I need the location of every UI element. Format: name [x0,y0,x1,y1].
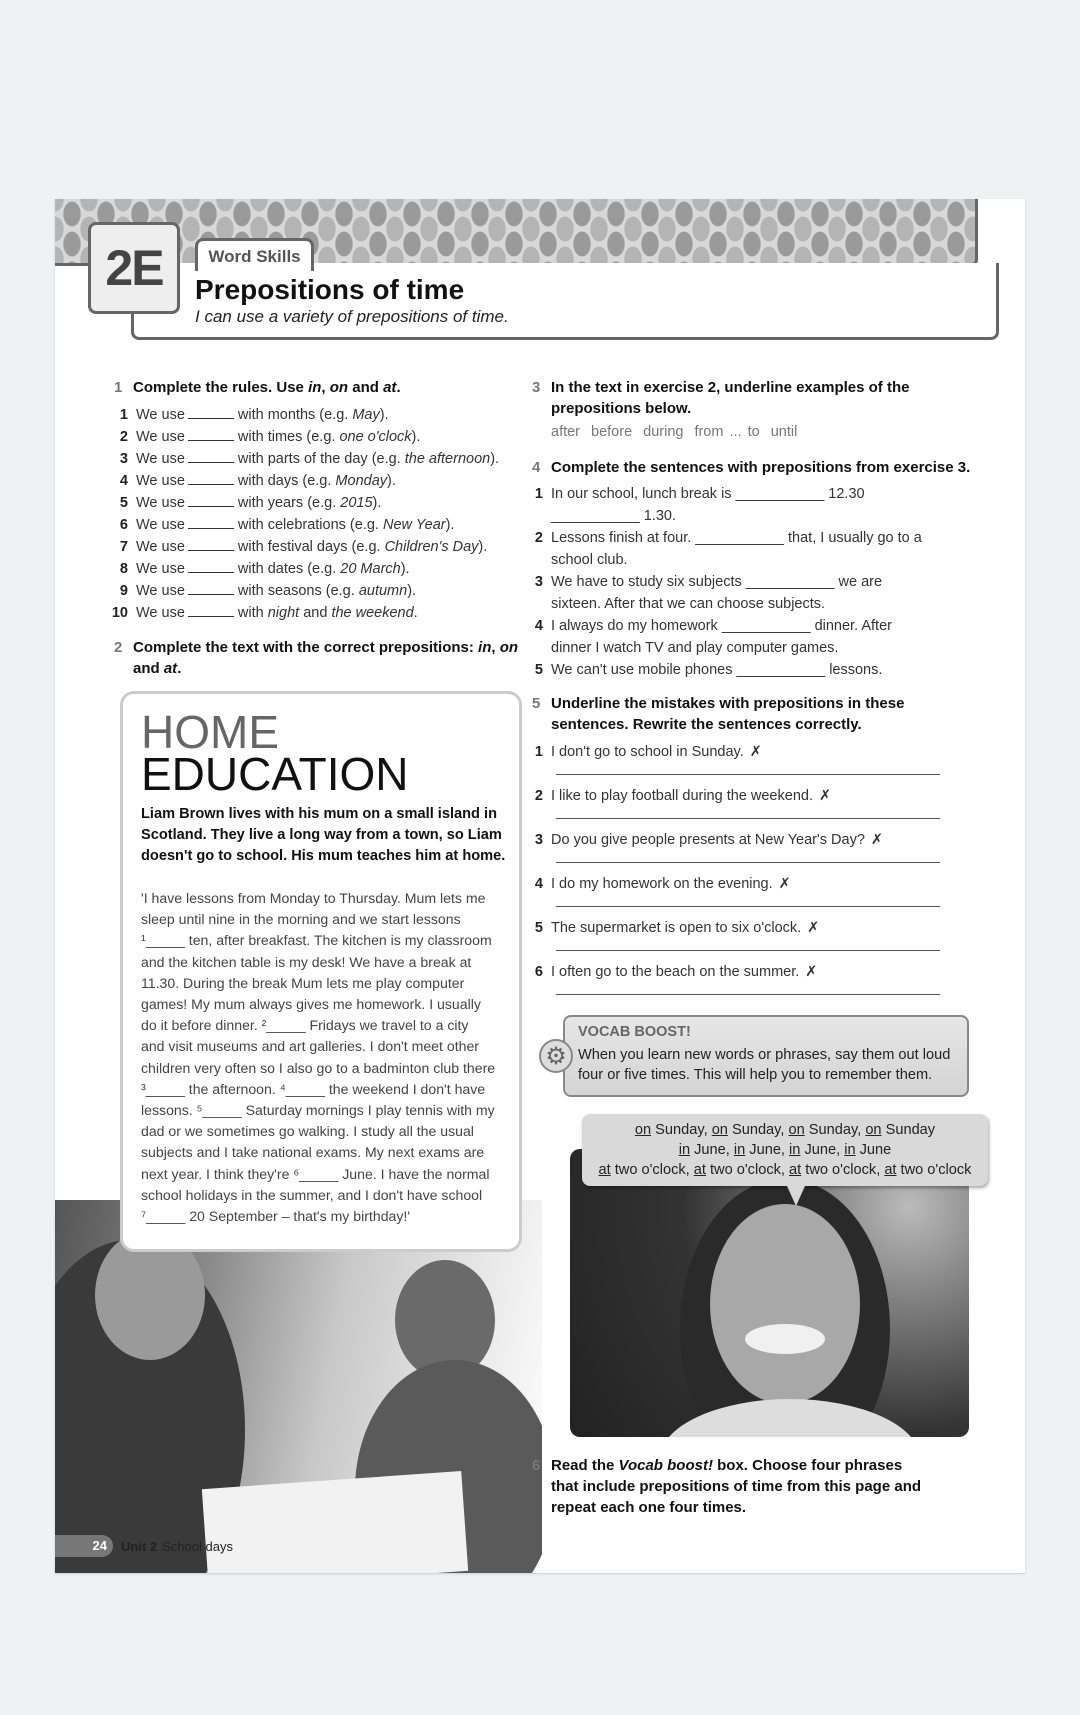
text-run: 20 March [340,561,401,577]
photo-smiling-girl [570,1149,972,1437]
item-number: 9 [119,583,128,599]
text-run: two o'clock [896,1162,972,1178]
story-line: and the kitchen table is my desk! We have a break at [141,953,472,970]
text-run: Read the [551,1457,619,1474]
text-run: Sunday, [651,1122,712,1138]
text-run: at [789,1162,802,1178]
exercise-number: 3 [532,379,541,396]
rule-text [238,429,420,445]
vocab-boost-title: VOCAB BOOST! [578,1024,691,1040]
exercise-2-heading [114,637,523,679]
text-run: on [499,639,519,656]
rule-text [238,407,389,423]
unit-label: Unit 2 [121,1538,158,1554]
rule-lead: We use [136,561,185,577]
item-number: 1 [534,744,543,760]
sentence-text: school club. [551,552,628,568]
text-run: with years (e.g. [237,495,341,511]
item-number: 8 [119,561,128,577]
exercise-1-list [106,404,499,624]
story-line: dad or we sometimes go walking. I study all the usual [141,1123,474,1140]
text-run: with dates (e.g. [237,561,341,577]
text-run: with times (e.g. [237,429,340,445]
item-number: 4 [534,618,543,634]
story-line: sleep until nine in the morning and we start lessons [141,911,461,928]
answer-line[interactable] [556,862,940,863]
text-run: ). [478,539,488,555]
preposition-word: from ... to [694,424,760,440]
text-run: June, [745,1142,790,1158]
text-run: in [478,639,492,656]
sentence-line [521,571,922,593]
exercise-number: 4 [532,459,541,476]
text-run: at [598,1162,611,1178]
cross-icon: ✗ [818,788,832,804]
text-run: with months (e.g. [237,407,353,423]
exercise-2-instruction [133,639,518,677]
photo-mother-and-son [55,1200,542,1573]
bubble-line [582,1120,988,1140]
preposition-word-list [551,424,808,440]
rule-item [106,470,499,492]
text-run: with seasons (e.g. [237,583,359,599]
text-run: , [491,639,500,656]
text-run: , [321,379,330,396]
text-run: Children's Day [384,539,479,555]
text-run: one o'clock [339,429,412,445]
text-run: at [693,1162,706,1178]
speech-bubble [582,1114,988,1186]
sentence-text: We can't use mobile phones ___________ lessons. [551,662,883,678]
sentence-text: Lessons finish at four. ___________ that, I usually go to a [551,530,922,546]
exercise-4-list [521,483,922,681]
text-run: on [634,1122,652,1138]
text-run: autumn [358,583,408,599]
text-run: and [299,605,332,621]
text-run: June, [690,1142,734,1158]
text-run: ). [407,583,417,599]
rule-lead: We use [136,473,185,489]
exercise-3-heading [532,377,931,419]
text-run: ). [490,451,500,467]
story-intro: Liam Brown lives with his mum on a small island in Scotland. They live a long way from a town, so Liam doesn't go to school. His mum teaches him at home. [141,806,506,864]
text-run: ). [387,473,396,489]
page-number: 24 [55,1535,113,1557]
page-subtitle: I can use a variety of prepositions of time. [195,307,509,326]
rule-lead: We use [136,407,185,423]
rule-item [106,448,499,470]
text-run: . [396,379,401,396]
sentence-text: I don't go to school in Sunday. [551,744,744,760]
rule-lead: We use [136,451,185,467]
sentence-text: Do you give people presents at New Year's Day? [551,832,865,848]
text-run: night [267,605,300,621]
mistake-item [521,917,819,939]
text-run: on [329,379,349,396]
exercise-6-heading [532,1455,931,1518]
vocab-text-line: four or five times. This will help you to remember them. [578,1067,933,1083]
rule-item [106,536,499,558]
sentence-line [521,505,922,527]
text-run: with celebrations (e.g. [237,517,383,533]
text-run: June [855,1142,892,1158]
sentence-line [521,483,922,505]
exercise-6-instruction [551,1457,921,1516]
story-line: lessons. ⁵_____ Saturday mornings I play tennis with my [141,1102,495,1119]
story-line: ¹_____ ten, after breakfast. The kitchen is my classroom [141,932,492,949]
text-run: with days (e.g. [237,473,336,489]
story-line: subjects and I take national exams. My next exams are [141,1144,485,1161]
text-run: Complete the text with the correct prepositions: [133,639,479,656]
story-line: children very often so I also go to a badminton club there [141,1059,496,1076]
text-run: on [788,1122,805,1138]
story-line: ³_____ the afternoon. ⁴_____ the weekend I don't have [141,1080,486,1097]
exercise-5-heading [532,693,941,735]
rule-text [238,451,499,467]
textbook-page [55,199,1025,1573]
unit-title: School days [162,1538,233,1554]
preposition-word: until [770,424,798,440]
item-number: 2 [534,530,543,546]
text-run: in [733,1142,746,1158]
text-run: Sunday, [727,1122,789,1138]
text-run: at [884,1162,897,1178]
text-run: on [865,1122,882,1138]
text-run: . [177,660,182,677]
rule-lead: We use [136,495,185,511]
mistake-item [521,785,831,807]
text-run: in [844,1142,856,1158]
text-run: . [413,605,418,621]
vocab-boost-text [578,1045,950,1085]
answer-blank [188,450,234,463]
text-run: ). [372,495,382,511]
item-number: 5 [119,495,128,511]
story-line: games! My mum always gives me homework. I usually [141,996,481,1013]
item-number: 4 [119,473,128,489]
sentence-line [521,527,922,549]
sentence-text: ___________ 1.30. [551,508,676,524]
text-run: box. Choose four phrases that include prepositions of time from this page and repeat each one four times. [551,1457,922,1516]
sentence-text: I do my homework on the evening. [551,876,773,892]
exercise-number: 1 [114,379,123,396]
text-run: at [163,660,178,677]
rule-lead: We use [136,583,185,599]
mistake-item [521,873,791,895]
item-number: 3 [119,451,128,467]
item-number: 3 [534,574,543,590]
sentence-text: In our school, lunch break is ___________ 12.30 [551,486,865,502]
rule-item [106,426,499,448]
text-run: ). [400,561,410,577]
exercise-1-instruction [133,379,401,396]
sentence-text: I always do my homework ___________ dinner. After [551,618,892,634]
exercise-number: 2 [114,639,123,656]
text-run: and [133,660,164,677]
answer-blank [188,494,234,507]
story-box [120,691,522,1252]
rule-lead: We use [136,539,185,555]
text-run: Sunday [881,1122,936,1138]
text-run: two o'clock, [801,1162,885,1178]
answer-blank [188,560,234,573]
text-run: May [352,407,380,423]
rule-text [238,539,487,555]
story-line: 11.30. During the break Mum lets me play computer [141,974,465,991]
answer-line[interactable] [556,994,940,995]
rule-text [238,583,416,599]
item-number: 2 [119,429,128,445]
rule-lead: We use [136,517,185,533]
rule-item [106,602,499,624]
text-run: in [308,379,322,396]
story-line: do it before dinner. ²_____ Fridays we travel to a city [141,1017,469,1034]
text-run: New Year [382,517,446,533]
answer-line[interactable] [556,818,940,819]
sentence-text: The supermarket is open to six o'clock. [551,920,802,936]
mistake-item [521,829,883,851]
sentence-text: I like to play football during the weekend. [551,788,813,804]
preposition-word: during [643,424,684,440]
sentence-text: dinner I watch TV and play computer games. [551,640,839,656]
text-run: ). [379,407,389,423]
exercise-5-instruction: Underline the mistakes with prepositions in these sentences. Rewrite the sentences correctly. [551,695,905,733]
cross-icon: ✗ [778,876,791,892]
rule-item [106,404,499,426]
answer-blank [188,406,234,419]
story-line: and visit museums and art galleries. I don't meet other [141,1038,479,1055]
text-run: Monday [335,473,388,489]
sentence-line [521,593,922,615]
item-number: 2 [534,788,543,804]
text-run: at [383,379,397,396]
preposition-word: before [591,424,633,440]
header-banner-pattern [55,199,978,266]
answer-blank [188,516,234,529]
text-run: ). [411,429,421,445]
sentence-text: sixteen. After that we can choose subjects. [551,596,826,612]
sentence-line [521,637,922,659]
item-number: 10 [111,605,128,621]
item-number: 3 [534,832,543,848]
item-number: 5 [534,662,543,678]
exercise-1-heading [114,377,401,398]
rule-item [106,558,499,580]
text-run: in [678,1142,691,1158]
text-run: with festival days (e.g. [237,539,385,555]
cross-icon: ✗ [805,964,818,980]
page-title: Prepositions of time [195,274,465,305]
item-number: 6 [119,517,128,533]
text-run: on [711,1122,728,1138]
item-number: 4 [534,876,543,892]
text-run: with parts of the day (e.g. [237,451,405,467]
answer-line[interactable] [556,774,940,775]
story-line: 'I have lessons from Monday to Thursday. Mum lets me [141,890,486,906]
rule-lead: We use [136,429,185,445]
rule-text [238,495,381,511]
text-run: ). [445,517,455,533]
rule-text [238,561,410,577]
gear-icon: ⚙ [539,1039,573,1073]
exercise-4-instruction: Complete the sentences with prepositions from exercise 3. [551,459,971,476]
rule-item [106,492,499,514]
text-run: the afternoon [404,451,491,467]
section-tab: Word Skills [195,238,314,271]
story-line: next year. I think they're ⁶_____ June. I have the normal [141,1165,490,1182]
rule-text [238,517,455,533]
text-run: and [348,379,384,396]
answer-blank [188,604,234,617]
sentence-text: I often go to the beach on the summer. [551,964,800,980]
story-body [141,888,513,1227]
exercise-4-heading [532,457,971,478]
text-run: with [237,605,268,621]
exercise-5-list [521,741,951,1011]
answer-blank [188,582,234,595]
text-run: Sunday, [804,1122,866,1138]
text-run: in [789,1142,801,1158]
story-line: ⁷_____ 20 September – that's my birthday!' [141,1208,411,1225]
rule-text [238,473,396,489]
exercise-number: 6 [532,1457,541,1474]
exercise-number: 5 [532,695,541,712]
story-title-line2: EDUCATION [141,748,409,800]
vocab-boost-box [545,1015,969,1097]
item-number: 6 [534,964,543,980]
rule-item [106,514,499,536]
story-line: school holidays in the summer, and I don't have school [141,1186,483,1203]
text-run: the weekend [331,605,414,621]
sentence-text: We have to study six subjects ___________ we are [551,574,883,590]
story-title-line1: HOME [141,706,279,758]
rule-item [106,580,499,602]
answer-blank [188,428,234,441]
text-run: two o'clock, [705,1162,790,1178]
cross-icon: ✗ [807,920,820,936]
cross-icon: ✗ [749,744,762,760]
item-number: 1 [534,486,543,502]
text-run: two o'clock, [610,1162,694,1178]
answer-line[interactable] [556,950,940,951]
text-run: Vocab boost! [618,1457,713,1474]
lesson-code: 2E [88,222,180,314]
bubble-line [582,1160,988,1180]
rule-text [238,605,418,621]
mistake-item [521,741,762,763]
exercise-3-instruction: In the text in exercise 2, underline examples of the prepositions below. [551,379,910,417]
bubble-line [582,1140,988,1160]
mistake-item [521,961,817,983]
sentence-line [521,549,922,571]
sentence-line [521,659,922,681]
text-run: 2015 [340,495,373,511]
sentence-line [521,615,922,637]
answer-blank [188,472,234,485]
page-footer [55,1535,233,1557]
item-number: 1 [119,407,128,423]
text-run: Complete the rules. Use [133,379,309,396]
text-run: June, [800,1142,845,1158]
answer-line[interactable] [556,906,940,907]
vocab-text-line: When you learn new words or phrases, say them out loud [578,1047,951,1063]
item-number: 7 [119,539,128,555]
rule-lead: We use [136,605,185,621]
answer-blank [188,538,234,551]
cross-icon: ✗ [870,832,884,848]
preposition-word: after [551,424,581,440]
item-number: 5 [534,920,543,936]
